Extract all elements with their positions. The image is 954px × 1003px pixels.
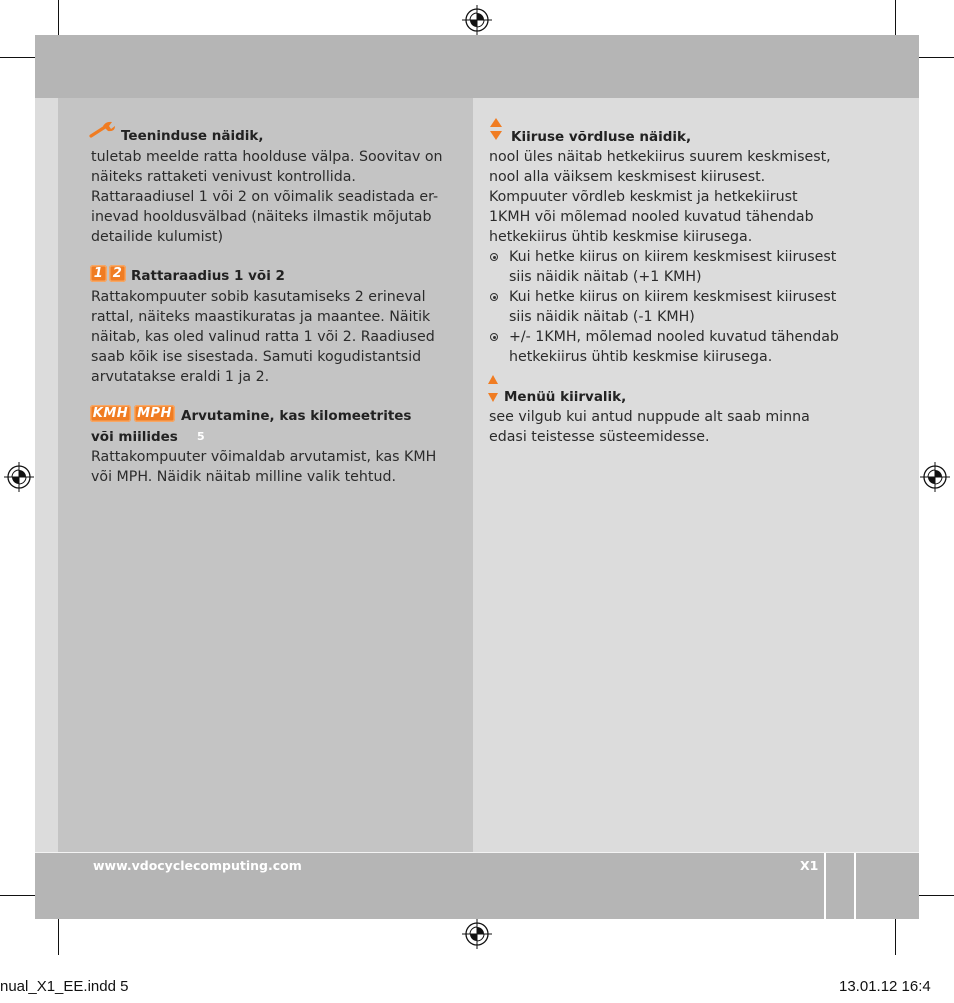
speed-text-line: nool üles näitab hetkekiirus suurem keskmisest, [489, 149, 831, 165]
crop-mark [916, 57, 954, 58]
speed-text-line: hetkekiirus ühtib keskmise kiirusega. [489, 229, 753, 245]
footer-divider-vertical [854, 853, 856, 919]
units-text-line: Rattakompuuter võimaldab arvutamist, kas KMH [91, 449, 437, 465]
registration-target-icon [462, 5, 492, 35]
menu-title: Menüü kiirvalik, [504, 389, 627, 405]
crop-mark [895, 0, 896, 40]
wheel-1-badge: 1 [90, 265, 107, 282]
bullet-icon [490, 253, 498, 261]
menu-text-line: see vilgub kui antud nuppude alt saab minna [489, 409, 810, 425]
margin-strip [35, 98, 58, 852]
registration-target-icon [462, 919, 492, 949]
speed-bullet-line: +/- 1KMH, mõlemad nooled kuvatud tähendab [509, 329, 839, 345]
speed-text-line: nool alla väiksem keskmisest kiirusest. [489, 169, 766, 185]
footer-url: www.vdocyclecomputing.com [93, 858, 302, 873]
bullet-icon [490, 293, 498, 301]
header-band [35, 35, 919, 98]
speed-bullet-line: siis näidik näitab (+1 KMH) [509, 269, 702, 285]
speed-bullet-line: Kui hetke kiirus on kiirem keskmisest kiirusest [509, 249, 837, 265]
service-text-line: tuletab meelde ratta hoolduse välpa. Soovitav on [91, 149, 443, 165]
wheel-text-line: näitab, kas oled valinud ratta 1 või 2. Raadiused [91, 329, 435, 345]
registration-target-icon [4, 462, 34, 492]
speed-bullet-line: hetkekiirus ühtib keskmise kiirusega. [509, 349, 773, 365]
service-text-line: Rattaraadiusel 1 või 2 on võimalik seadistada er- [91, 189, 439, 205]
up-down-arrows-icon [489, 117, 503, 141]
crop-mark [58, 915, 59, 955]
slug-date: 13.01.12 16:4 [839, 978, 931, 995]
crop-mark [0, 57, 38, 58]
speed-bullet-line: siis näidik näitab (-1 KMH) [509, 309, 695, 325]
service-text-line: näiteks rattaketi venivust kontrollida. [91, 169, 356, 185]
footer-divider-vertical [824, 853, 826, 919]
speed-bullet-line: Kui hetke kiirus on kiirem keskmisest kiirusest [509, 289, 837, 305]
wheel-text-line: saab kõik ise sisestada. Samuti kogudistantsid [91, 349, 422, 365]
arrow-down-icon [488, 393, 498, 402]
wheel-text-line: arvutatakse eraldi 1 ja 2. [91, 369, 270, 385]
units-title-cont: või miilides [91, 429, 178, 445]
menu-text-line: edasi teistesse süsteemidesse. [489, 429, 710, 445]
service-text-line: detailide kulumist) [91, 229, 224, 245]
wrench-icon [89, 121, 117, 139]
crop-mark [0, 895, 38, 896]
crop-mark [916, 895, 954, 896]
page-number: 5 [197, 430, 205, 443]
service-title: Teeninduse näidik, [121, 128, 264, 144]
registration-target-icon [920, 462, 950, 492]
wheel-text-line: Rattakompuuter sobib kasutamiseks 2 erineval [91, 289, 426, 305]
speed-title: Kiiruse võrdluse näidik, [511, 129, 692, 145]
speed-text-line: Kompuuter võrdleb keskmist ja hetkekiirust [489, 189, 798, 205]
crop-mark [895, 915, 896, 955]
slug-filename: nual_X1_EE.indd 5 [0, 978, 129, 995]
service-text-line: inevad hooldusvälbad (näiteks ilmastik mõjutab [91, 209, 432, 225]
crop-mark [58, 0, 59, 40]
mph-badge: MPH [134, 405, 175, 422]
units-title: Arvutamine, kas kilomeetrites [181, 408, 412, 424]
wheel-2-badge: 2 [109, 265, 126, 282]
units-text-line: või MPH. Näidik näitab milline valik tehtud. [91, 469, 396, 485]
wheel-text-line: rattal, näiteks maastikuratas ja maantee. Näitik [91, 309, 431, 325]
footer-model: X1 [800, 858, 819, 873]
kmh-badge: KMH [90, 405, 131, 422]
speed-text-line: 1KMH või mõlemad nooled kuvatud tähendab [489, 209, 814, 225]
bullet-icon [490, 333, 498, 341]
arrow-up-icon [488, 375, 498, 384]
wheel-title: Rattaraadius 1 või 2 [131, 268, 285, 284]
